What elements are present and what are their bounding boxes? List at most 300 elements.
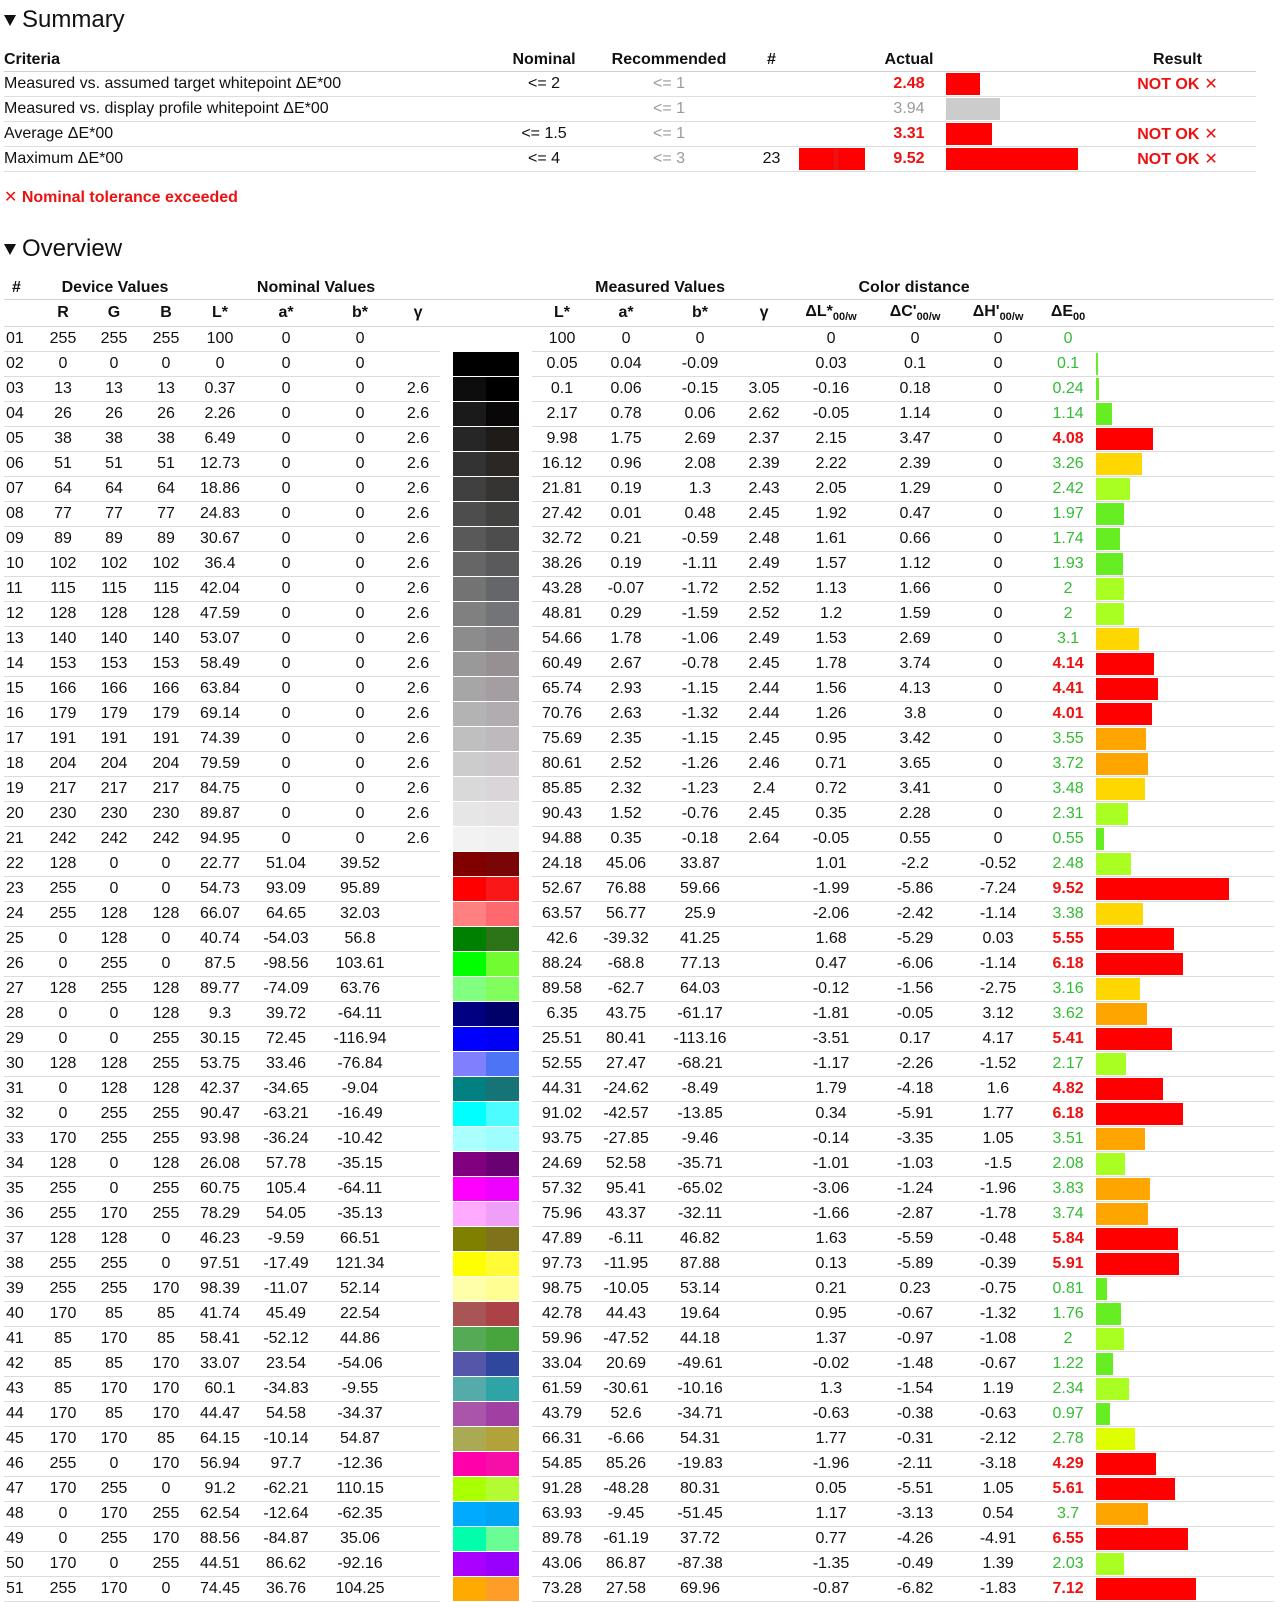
measured-color-patch [486,1177,519,1201]
measured-gamma [740,1477,788,1502]
delta-e: 2.34 [1040,1377,1096,1402]
row-number: 06 [4,452,38,477]
row-number: 21 [4,827,38,852]
device-b: 204 [140,752,192,777]
delta-c: -1.56 [874,977,956,1002]
overview-row [4,927,1274,952]
nominal-a: -98.56 [248,952,324,977]
color-swatch [453,1277,519,1301]
nominal-a: 0 [248,452,324,477]
device-g: 64 [88,477,140,502]
nominal-a: -52.12 [248,1327,324,1352]
measured-color-patch [486,1377,519,1401]
delta-l: 0.77 [788,1527,874,1552]
measured-l: 98.75 [532,1277,592,1302]
delta-l: 1.37 [788,1327,874,1352]
row-number: 02 [4,352,38,377]
nominal-a: -9.59 [248,1227,324,1252]
measured-a: 52.6 [592,1402,660,1427]
actual-bar [946,98,1000,120]
measured-a: 2.35 [592,727,660,752]
device-g: 170 [88,1427,140,1452]
measured-color-patch [486,1227,519,1251]
delta-c: -1.24 [874,1177,956,1202]
delta-e-bar [1096,1478,1175,1500]
measured-color-patch [486,602,519,626]
nominal-gamma [396,1552,440,1577]
delta-l: 0.05 [788,1477,874,1502]
delta-e-bar-cell [1096,1002,1274,1027]
delta-e-bar-cell [1096,1327,1274,1352]
delta-e: 5.84 [1040,1227,1096,1252]
delta-e-bar-cell [1096,1077,1274,1102]
summary-nominal [494,97,594,122]
device-g: 0 [88,1177,140,1202]
nominal-b: -16.49 [324,1102,396,1127]
device-g: 89 [88,527,140,552]
delta-h: -0.67 [956,1352,1040,1377]
nominal-a: 86.62 [248,1552,324,1577]
color-swatch-cell [440,1202,532,1227]
delta-e-bar [1096,1103,1183,1125]
actual-header: Actual [874,48,944,72]
delta-e-bar [1096,778,1145,800]
color-swatch [453,1577,519,1601]
color-swatch [453,1252,519,1276]
delta-h: -1.32 [956,1302,1040,1327]
nominal-b: 56.8 [324,927,396,952]
overview-row [4,977,1274,1002]
overview-row [4,1377,1274,1402]
nominal-b: 0 [324,502,396,527]
summary-criteria: Measured vs. display profile whitepoint ΔE*00 [4,97,494,122]
measured-color-patch [486,1052,519,1076]
summary-section-toggle[interactable] [4,6,125,34]
row-number: 24 [4,902,38,927]
overview-row [4,827,1274,852]
overview-title: Overview [22,235,123,262]
nominal-b: 0 [324,777,396,802]
delta-e: 4.41 [1040,677,1096,702]
delta-e-bar [1096,578,1124,600]
device-r: 128 [38,1227,88,1252]
device-b: 153 [140,652,192,677]
nominal-a: 54.58 [248,1402,324,1427]
measured-gamma [740,1377,788,1402]
delta-l: 0.47 [788,952,874,977]
delta-e: 3.72 [1040,752,1096,777]
measured-gamma [740,1202,788,1227]
delta-e-bar-cell [1096,1352,1274,1377]
summary-recommended: <= 1 [594,97,744,122]
row-number: 33 [4,1127,38,1152]
delta-e-bar-cell [1096,1377,1274,1402]
nominal-color-patch [453,352,486,376]
measured-l: 24.69 [532,1152,592,1177]
delta-e-bar [1096,753,1148,775]
device-g: 230 [88,802,140,827]
delta-c: -1.54 [874,1377,956,1402]
measured-b: -1.15 [660,677,740,702]
nominal-l: 84.75 [192,777,248,802]
measured-l: 27.42 [532,502,592,527]
color-swatch [453,802,519,826]
overview-section-toggle[interactable] [4,235,122,263]
overview-row [4,1527,1274,1552]
color-swatch [453,477,519,501]
delta-e: 4.01 [1040,702,1096,727]
delta-e: 2 [1040,577,1096,602]
device-g: 38 [88,427,140,452]
device-r: 0 [38,1527,88,1552]
nominal-b: 0 [324,577,396,602]
delta-l: -1.01 [788,1152,874,1177]
device-g: 0 [88,877,140,902]
measured-l: 57.32 [532,1177,592,1202]
summary-actual: 3.31 [874,122,944,147]
nominal-a: 0 [248,602,324,627]
nominal-a: 54.05 [248,1202,324,1227]
delta-c: -5.59 [874,1227,956,1252]
delta-e: 3.7 [1040,1502,1096,1527]
nominal-b: 0 [324,677,396,702]
color-swatch [453,527,519,551]
nominal-color-patch [453,727,486,751]
device-b: 115 [140,577,192,602]
delta-e-bar [1096,428,1153,450]
delta-c: -2.2 [874,852,956,877]
nominal-a: 0 [248,652,324,677]
device-b: 255 [140,1052,192,1077]
delta-l: 1.2 [788,602,874,627]
nominal-l: 41.74 [192,1302,248,1327]
device-g: 179 [88,702,140,727]
delta-e: 0.1 [1040,352,1096,377]
delta-e-bar-cell [1096,802,1274,827]
measured-gamma [740,1552,788,1577]
delta-l: 1.13 [788,577,874,602]
overview-row [4,502,1274,527]
nominal-a: 0 [248,502,324,527]
delta-e-bar-cell [1096,877,1274,902]
measured-color-patch [486,1477,519,1501]
measured-a: 1.75 [592,427,660,452]
count-bar [799,148,865,170]
measured-b: 54.31 [660,1427,740,1452]
color-swatch-cell [440,627,532,652]
overview-row [4,527,1274,552]
measured-gamma: 2.49 [740,627,788,652]
measured-b: -0.59 [660,527,740,552]
nominal-color-patch [453,577,486,601]
delta-e: 5.91 [1040,1252,1096,1277]
delta-e-bar-cell [1096,977,1274,1002]
measured-gamma: 2.45 [740,652,788,677]
delta-l: 2.05 [788,477,874,502]
measured-b: -10.16 [660,1377,740,1402]
measured-b: 2.08 [660,452,740,477]
nominal-color-patch [453,1227,486,1251]
bar-subheader [1096,300,1274,327]
summary-recommended: <= 3 [594,147,744,172]
measured-color-patch [486,702,519,726]
nominal-b: 0 [324,752,396,777]
summary-recommended: <= 1 [594,72,744,97]
delta-h: 1.05 [956,1127,1040,1152]
device-b: 191 [140,727,192,752]
device-b: 77 [140,502,192,527]
row-number: 50 [4,1552,38,1577]
delta-e-bar [1096,953,1183,975]
nominal-l: 100 [192,327,248,352]
delta-e: 3.55 [1040,727,1096,752]
nominal-gamma [396,352,440,377]
collapse-triangle-icon [4,244,16,255]
delta-h: -1.14 [956,902,1040,927]
color-swatch [453,352,519,376]
device-g: 242 [88,827,140,852]
nominal-a: 105.4 [248,1177,324,1202]
delta-e-bar [1096,1203,1148,1225]
delta-h: -2.75 [956,977,1040,1002]
delta-l: -1.66 [788,1202,874,1227]
device-r: 191 [38,727,88,752]
measured-color-patch [486,627,519,651]
device-g: 255 [88,327,140,352]
measured-a: -62.7 [592,977,660,1002]
device-b: 26 [140,402,192,427]
nominal-b: 0 [324,802,396,827]
measured-a: 0.04 [592,352,660,377]
device-r: 128 [38,1152,88,1177]
measured-b: -0.09 [660,352,740,377]
color-swatch-cell [440,727,532,752]
measured-color-patch [486,477,519,501]
result-label: NOT OK [1137,151,1200,168]
delta-e: 5.41 [1040,1027,1096,1052]
overview-row [4,1327,1274,1352]
delta-e-bar [1096,1428,1135,1450]
measured-gamma [740,852,788,877]
nominal-l: 12.73 [192,452,248,477]
nominal-gamma [396,1077,440,1102]
device-b: 217 [140,777,192,802]
nominal-gamma [396,1377,440,1402]
device-b: 0 [140,952,192,977]
summary-count [744,122,799,147]
delta-e-bar-cell [1096,752,1274,777]
color-swatch [453,402,519,426]
summary-count-bar-cell [799,97,874,122]
delta-h: -1.96 [956,1177,1040,1202]
nominal-color-patch [453,377,486,401]
overview-row [4,452,1274,477]
nominal-color-patch [453,502,486,526]
device-b: 0 [140,1227,192,1252]
delta-h: 1.05 [956,1477,1040,1502]
row-number: 49 [4,1527,38,1552]
delta-e-bar-cell [1096,1502,1274,1527]
nominal-color-patch [453,1102,486,1126]
measured-color-patch [486,1077,519,1101]
delta-e-bar-cell [1096,652,1274,677]
measured-b: -113.16 [660,1027,740,1052]
device-b: 38 [140,427,192,452]
device-r: 13 [38,377,88,402]
nominal-color-patch [453,1127,486,1151]
device-g: 204 [88,752,140,777]
delta-c: 1.29 [874,477,956,502]
summary-actual-bar-cell [944,122,1099,147]
measured-b: -68.21 [660,1052,740,1077]
measured-l: 91.02 [532,1102,592,1127]
device-b: 0 [140,927,192,952]
nominal-color-patch [453,652,486,676]
measured-b: -1.23 [660,777,740,802]
color-swatch-cell [440,1477,532,1502]
nominal-a: 36.76 [248,1577,324,1602]
color-swatch [453,652,519,676]
device-r: 179 [38,702,88,727]
device-r: 170 [38,1552,88,1577]
device-b: 128 [140,1077,192,1102]
delta-e: 5.61 [1040,1477,1096,1502]
nominal-gamma: 2.6 [396,502,440,527]
delta-c: -5.86 [874,877,956,902]
nominal-l: 33.07 [192,1352,248,1377]
color-swatch-cell [440,1377,532,1402]
nominal-color-patch [453,1002,486,1026]
nominal-gamma: 2.6 [396,752,440,777]
nominal-b: 104.25 [324,1577,396,1602]
delta-c: 3.47 [874,427,956,452]
device-b: 166 [140,677,192,702]
nominal-color-patch [453,1352,486,1376]
measured-a: 80.41 [592,1027,660,1052]
color-swatch-cell [440,802,532,827]
measured-color-patch [486,752,519,776]
measured-gamma: 2.62 [740,402,788,427]
device-b: 170 [140,1377,192,1402]
delta-l: 0.72 [788,777,874,802]
nominal-b: 0 [324,327,396,352]
delta-e: 3.48 [1040,777,1096,802]
delta-e: 3.74 [1040,1202,1096,1227]
delta-e-bar-cell [1096,352,1274,377]
delta-e: 2.42 [1040,477,1096,502]
summary-criteria: Average ΔE*00 [4,122,494,147]
nominal-a: 0 [248,677,324,702]
measured-a: 86.87 [592,1552,660,1577]
nominal-l: 46.23 [192,1227,248,1252]
delta-l: 1.68 [788,927,874,952]
summary-result [1099,97,1256,122]
nominal-b: 0 [324,527,396,552]
nominal-a: 33.46 [248,1052,324,1077]
measured-l: 42.6 [532,927,592,952]
measured-color-patch [486,1277,519,1301]
device-g: 128 [88,927,140,952]
measured-color-patch [486,427,519,451]
row-number: 34 [4,1152,38,1177]
nominal-l: 0.37 [192,377,248,402]
measured-l: 60.49 [532,652,592,677]
color-swatch-cell [440,752,532,777]
measured-l: 25.51 [532,1027,592,1052]
delta-h: -2.12 [956,1427,1040,1452]
nominal-b: 44.86 [324,1327,396,1352]
nominal-gamma: 2.6 [396,377,440,402]
measured-gamma [740,977,788,1002]
row-number: 28 [4,1002,38,1027]
nominal-a: 93.09 [248,877,324,902]
delta-e-bar-cell [1096,902,1274,927]
nominal-a: 0 [248,352,324,377]
delta-l: 0.71 [788,752,874,777]
delta-e: 0.97 [1040,1402,1096,1427]
delta-e: 5.55 [1040,927,1096,952]
measured-gamma [740,1102,788,1127]
nominal-color-patch [453,602,486,626]
measured-l: 43.79 [532,1402,592,1427]
row-number: 18 [4,752,38,777]
delta-e-bar-cell [1096,1552,1274,1577]
row-number: 46 [4,1452,38,1477]
delta-l: 1.57 [788,552,874,577]
measured-l: 73.28 [532,1577,592,1602]
delta-h: 0 [956,652,1040,677]
device-b: 102 [140,552,192,577]
delta-l: -0.02 [788,1352,874,1377]
measured-gamma [740,352,788,377]
measured-color-patch [486,577,519,601]
delta-c: -5.51 [874,1477,956,1502]
delta-e: 4.29 [1040,1452,1096,1477]
color-swatch-cell [440,1102,532,1127]
device-r: 255 [38,1252,88,1277]
nominal-color-patch [453,952,486,976]
color-swatch-cell [440,502,532,527]
measured-a: -6.66 [592,1427,660,1452]
actual-bar [946,148,1078,170]
delta-l: 0.35 [788,802,874,827]
delta-e-bar-cell [1096,452,1274,477]
nominal-a: -10.14 [248,1427,324,1452]
nominal-color-patch [453,1152,486,1176]
nominal-gamma [396,1002,440,1027]
delta-e: 3.51 [1040,1127,1096,1152]
measured-b: -32.11 [660,1202,740,1227]
measured-l: 54.85 [532,1452,592,1477]
delta-c: 1.12 [874,552,956,577]
delta-h: 0 [956,477,1040,502]
measured-color-patch [486,1527,519,1551]
nominal-a: 0 [248,827,324,852]
device-r: 0 [38,1077,88,1102]
measured-a: 2.63 [592,702,660,727]
delta-e-bar [1096,1028,1172,1050]
summary-actual-bar-cell [944,147,1099,172]
measured-gamma [740,1252,788,1277]
delta-l: 1.77 [788,1427,874,1452]
device-b: 170 [140,1452,192,1477]
delta-c: 0.1 [874,352,956,377]
delta-e-bar-cell [1096,677,1274,702]
measured-color-patch [486,1127,519,1151]
delta-e-bar [1096,1328,1124,1350]
device-r: 38 [38,427,88,452]
device-g: 0 [88,1152,140,1177]
